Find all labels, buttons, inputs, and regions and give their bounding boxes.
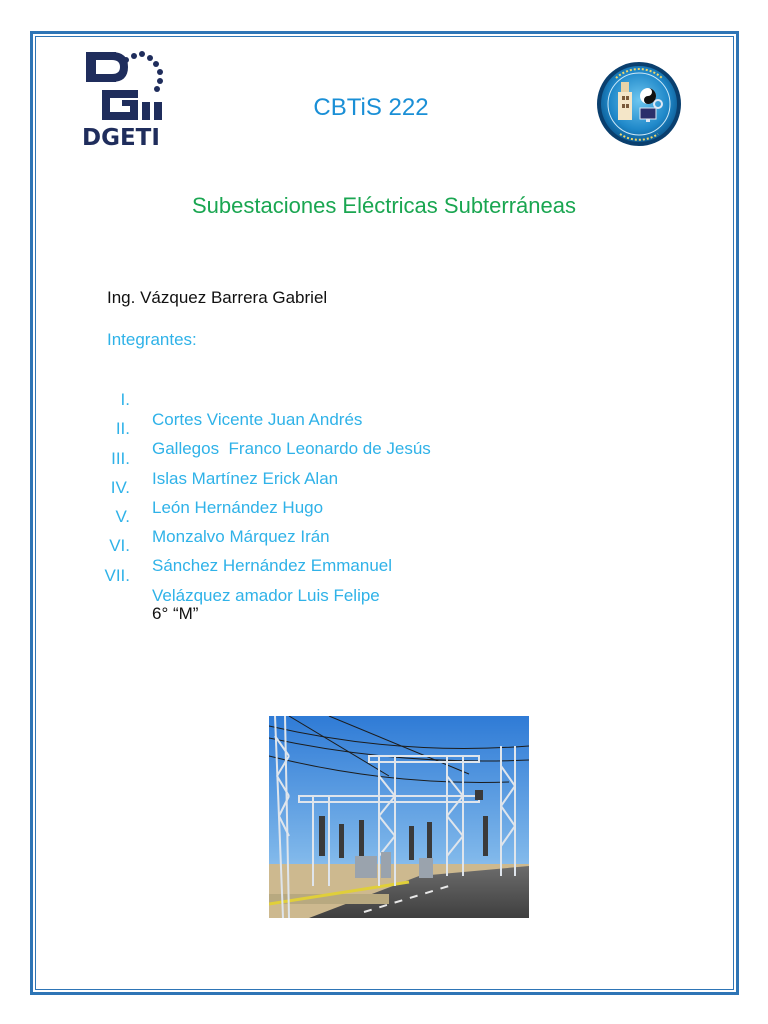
member-numeral: III. bbox=[111, 448, 130, 468]
member-numeral: VII. bbox=[104, 565, 130, 585]
member-numeral: I. bbox=[120, 390, 130, 409]
member-name: Gallegos Franco Leonardo de Jesús bbox=[152, 439, 431, 459]
members-list bbox=[90, 370, 431, 605]
members-heading: Integrantes: bbox=[107, 330, 197, 349]
member-numeral: V. bbox=[115, 507, 130, 527]
member-numeral: IV. bbox=[110, 477, 130, 497]
member-name: Sánchez Hernández Emmanuel bbox=[152, 556, 393, 576]
member-name: Velázquez amador Luis Felipe bbox=[152, 585, 380, 605]
member-name: León Hernández Hugo bbox=[152, 497, 324, 517]
member-numeral: II. bbox=[115, 419, 130, 439]
school-name: CBTiS 222 bbox=[313, 94, 429, 121]
member-numeral: VI. bbox=[109, 536, 130, 556]
group-label: 6° “M” bbox=[152, 604, 199, 623]
document-title: Subestaciones Eléctricas Subterráneas bbox=[192, 193, 576, 218]
member-name: Monzalvo Márquez Irán bbox=[152, 527, 330, 547]
electrical-substation-photo bbox=[269, 716, 529, 918]
member-name: Islas Martínez Erick Alan bbox=[152, 468, 339, 488]
cbtis-seal-icon bbox=[594, 56, 684, 152]
teacher-name: Ing. Vázquez Barrera Gabriel bbox=[107, 288, 328, 307]
member-name: Cortes Vicente Juan Andrés bbox=[152, 410, 363, 429]
dgeti-logo-text: DGETI bbox=[82, 125, 160, 151]
